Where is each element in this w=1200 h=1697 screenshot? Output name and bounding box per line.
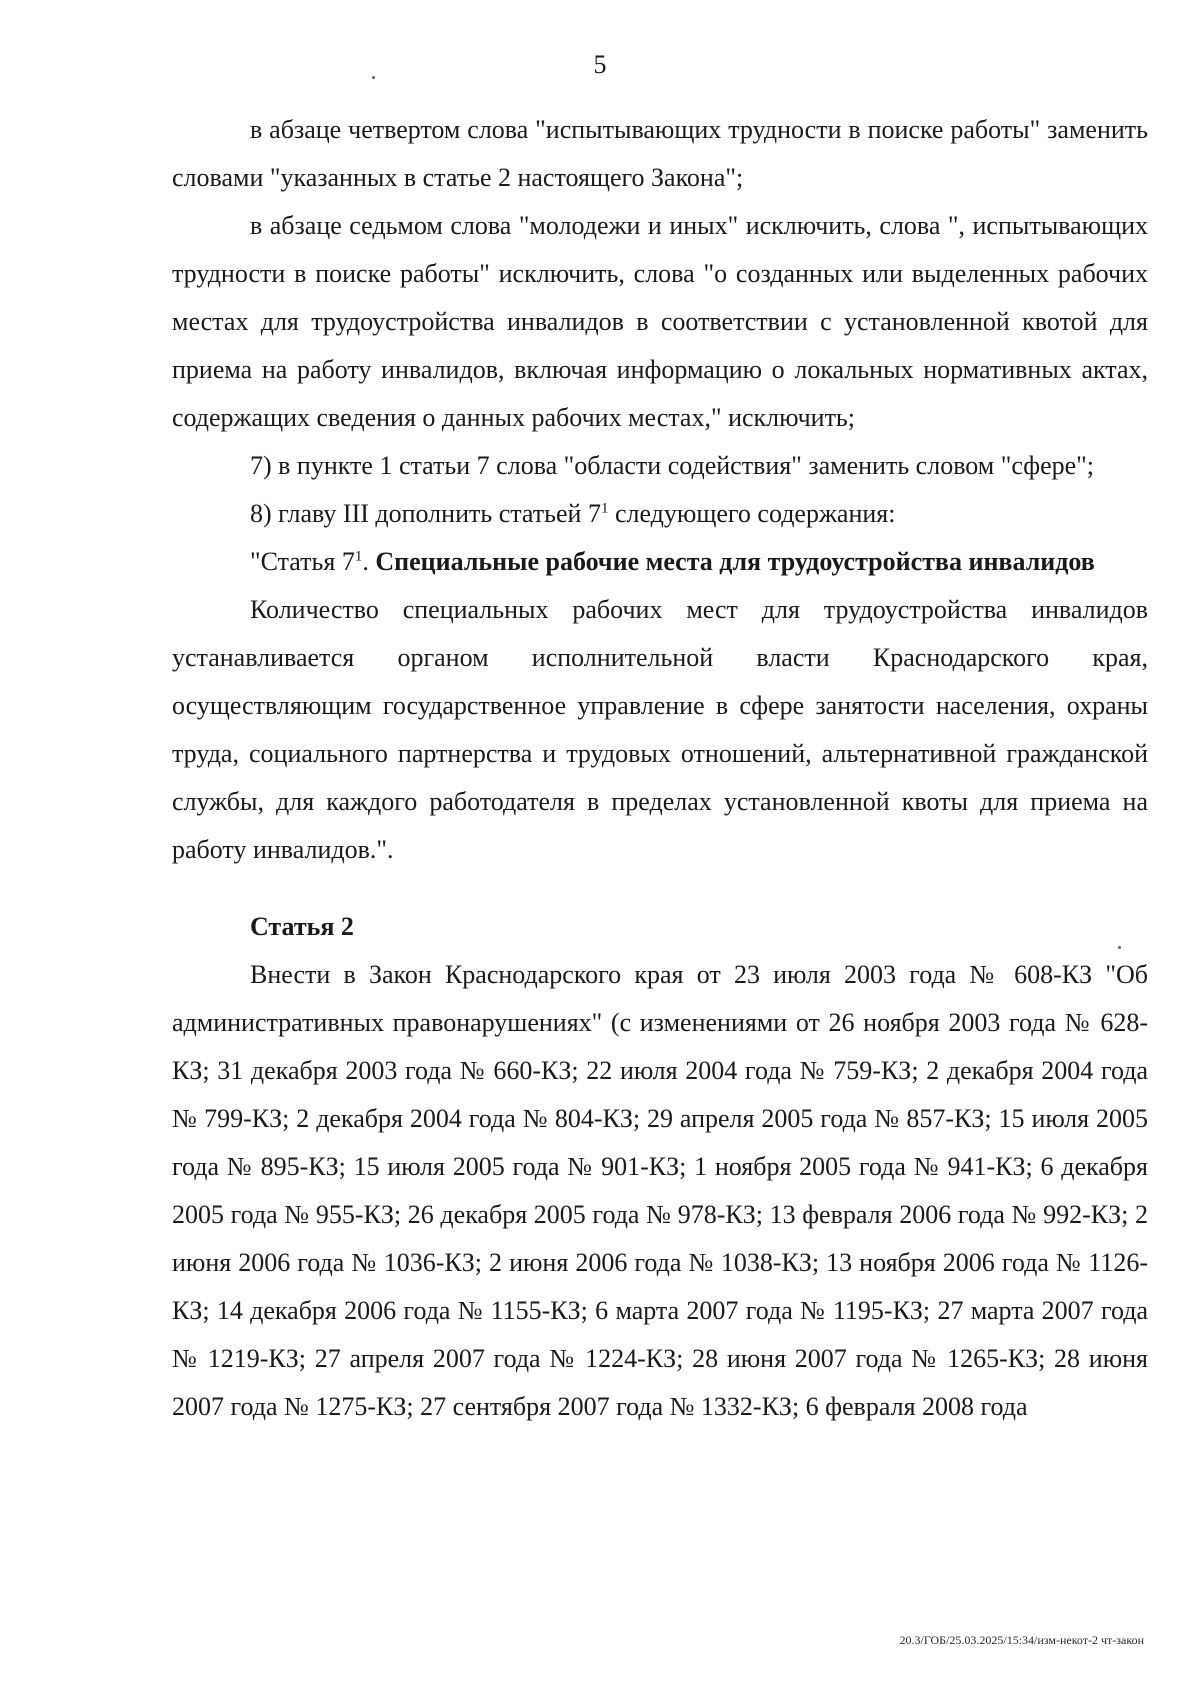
- article-7-1-body: Количество специальных рабочих мест для трудоустройства инвалидов устанавливается органом исполнительной власти Краснодарского края, осуществляющим государственное управление в сфере занятости населения, охраны труда, социального партнерства и трудовых отношений, альтернативной гражданской службы, для каждого работодателя в пределах установленной квоты для приема на работу инвалидов.".: [172, 595, 1148, 864]
- item-8-text-end: следующего содержания:: [608, 499, 896, 528]
- paragraph-item-7: 7) в пункте 1 статьи 7 слова "области содействия" заменить словом "сфере";: [250, 451, 1094, 480]
- paragraph-item-8: [172, 490, 1148, 538]
- paragraph-abzac-4: в абзаце четвертом слова "испытывающих трудности в поиске работы" заменить словами "указанных в статье 2 настоящего Закона";: [172, 115, 1148, 192]
- article-2-body: Внести в Закон Краснодарского края от 23 июля 2003 года № 608-КЗ "Об административных правонарушениях" (с изменениями от 26 ноября 2003 года № 628-КЗ; 31 декабря 2003 года № 660-КЗ; 22 июля 2004 года № 759-КЗ; 2 декабря 2004 года № 799-КЗ; 2 декабря 2004 года № 804-КЗ; 29 апреля 2005 года № 857-КЗ; 15 июля 2005 года № 895-КЗ; 15 июля 2005 года № 901-КЗ; 1 ноября 2005 года № 941-КЗ; 6 декабря 2005 года № 955-КЗ; 26 декабря 2005 года № 978-КЗ; 13 февраля 2006 года № 992-КЗ; 2 июня 2006 года № 1036-КЗ; 2 июня 2006 года № 1038-КЗ; 13 ноября 2006 года № 1126-КЗ; 14 декабря 2006 года № 1155-КЗ; 6 марта 2007 года № 1195-КЗ; 27 марта 2007 года № 1219-КЗ; 27 апреля 2007 года № 1224-КЗ; 28 июня 2007 года № 1265-КЗ; 28 июня 2007 года № 1275-КЗ; 27 сентября 2007 года № 1332-КЗ; 6 февраля 2008 года: [172, 960, 1148, 1421]
- item-8-text: 8) главу III дополнить статьей 7: [250, 499, 601, 528]
- section-amendments: [172, 106, 1148, 874]
- footer-document-code: 20.3/ГОБ/25.03.2025/15:34/изм-некот-2 чт-закон: [899, 1633, 1144, 1647]
- scan-speck: [1118, 946, 1121, 949]
- page-number: 5: [593, 50, 607, 79]
- article-7-1-dot: .: [362, 547, 376, 576]
- scan-speck: [372, 76, 375, 79]
- section-article-2: [172, 903, 1148, 1431]
- article-2-heading: Статья 2: [250, 912, 354, 941]
- article-7-1-label: "Статья 7: [250, 547, 355, 576]
- article-7-1-superscript: 1: [354, 548, 363, 565]
- paragraph-abzac-7: в абзаце седьмом слова "молодежи и иных" исключить, слова ", испытывающих трудности в поиске работы" исключить, слова "о созданных или выделенных рабочих местах для трудоустройства инвалидов в соответствии с установленной квотой для приема на работу инвалидов, включая информацию о локальных нормативных актах, содержащих сведения о данных рабочих местах," исключить;: [172, 211, 1148, 432]
- article-7-1-title: Специальные рабочие места для трудоустройства инвалидов: [375, 547, 1095, 576]
- article-7-1-heading: [172, 538, 1148, 586]
- item-8-superscript: 1: [600, 500, 609, 517]
